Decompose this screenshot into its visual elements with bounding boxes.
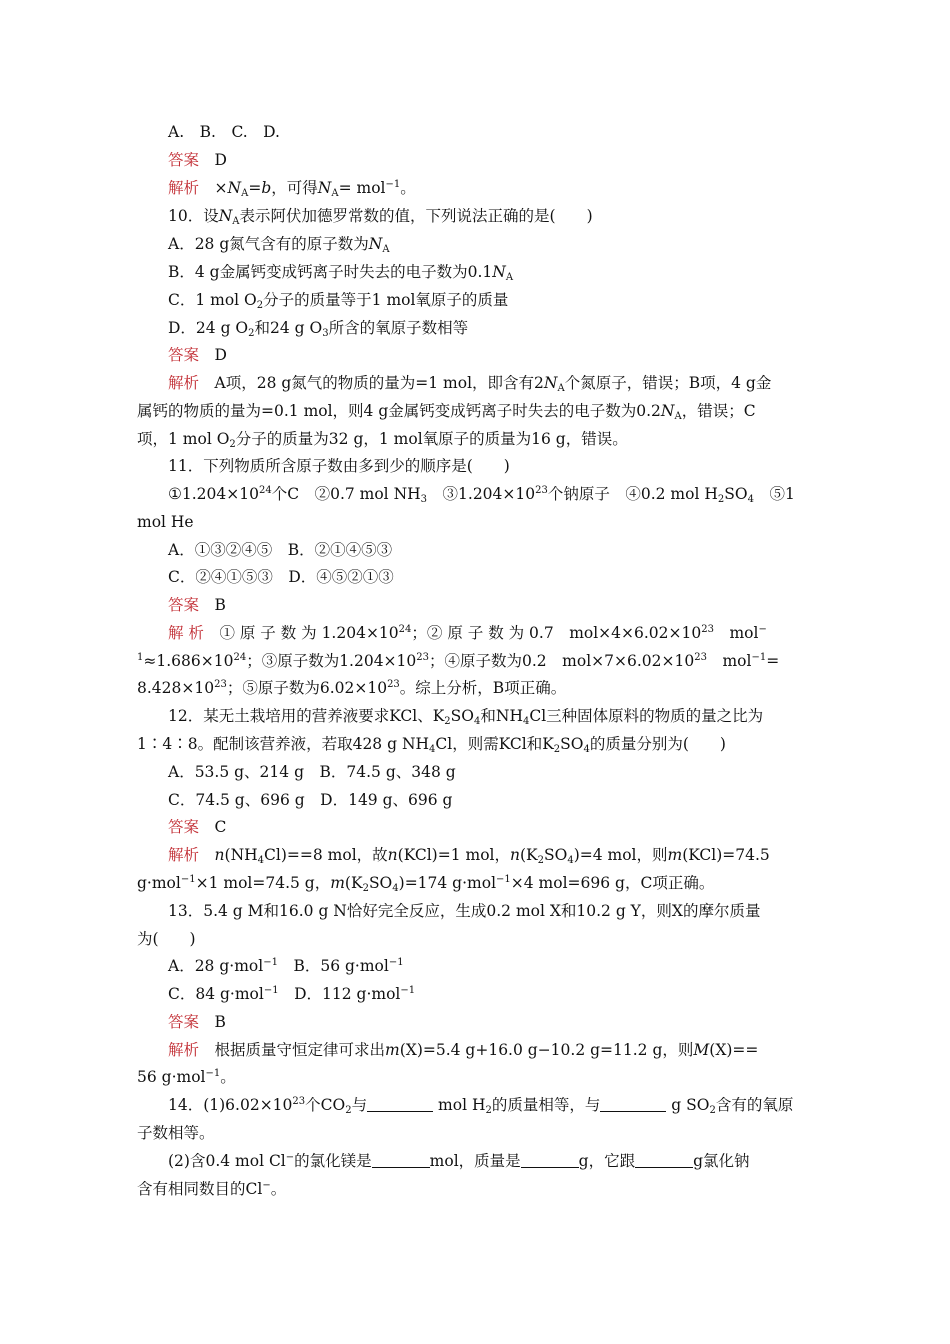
fill-blank[interactable]	[600, 1097, 666, 1112]
analysis-label: 解析	[168, 374, 200, 392]
q10-option-d: D．24 g $O_2$和24 g $O_3$所含的氧原子数相等	[168, 319, 469, 339]
q10-option-b: B．4 g金属钙变成钙离子时失去的电子数为$0.1N_A$	[168, 263, 514, 283]
q10-answer: 答案 D	[168, 346, 227, 364]
q12-answer: 答案 C	[168, 818, 227, 836]
answer-label: 答案	[168, 151, 200, 169]
q13-answer: 答案 B	[168, 1013, 226, 1031]
q10-option-c: C．1 mol $O_2$分子的质量等于1 mol氧原子的质量	[168, 291, 509, 311]
q14-line-4: 含有相同数目的Cl−。	[137, 1180, 287, 1198]
q9-answer: 答案 D	[168, 151, 227, 169]
q10-option-a: A．28 g氮气含有的原子数为$N_A$	[168, 235, 390, 255]
q11-options-ab: A．①③②④⑤ B．②①④⑤③	[168, 541, 393, 559]
q10-analysis-line-3: 项，1 mol $O_2$分子的质量为32 g，1 mol氧原子的质量为16 g，错误。	[137, 430, 628, 450]
q11-options-cd: C．②④①⑤③ D．④⑤②①③	[168, 568, 394, 586]
q12-stem-line-2: 1∶4∶8。配制该营养液，若取428 g $NH_4Cl$，则需KCl和$K_2SO_4$的质量分别为( )	[137, 735, 726, 755]
q10-analysis-line-2: 属钙的物质的量为=0.1 mol，则4 g金属钙变成钙离子时失去的电子数为$0.2N_A$，错误；C	[137, 402, 756, 422]
q11-answer: 答案 B	[168, 596, 226, 614]
q13-stem-line-1: 13．5.4 g M和16.0 g N恰好完全反应，生成0.2 mol X和10.2 g Y，则X的摩尔质量	[168, 902, 761, 920]
q11-analysis-line-3: $8.428\times 10^{23}$；⑤原子数为$6.02\times 10^{23}$。综上分析，B项正确。	[137, 679, 567, 697]
q12-stem-line-1: 12．某无土栽培用的营养液要求KCl、$K_2SO_4$和$NH_4Cl$三种固体原料的物质的量之比为	[168, 707, 764, 727]
q14-line-3: (2)含0.4 mol Cl−的氯化镁是 mol，质量是 g，它跟 g氯化钠	[168, 1152, 750, 1170]
q9-analysis: 解析 $\times N_A=b$，可得$N_A= mol^{-1}$。	[168, 179, 416, 199]
q10-analysis-line-1: 解析 A项，28 g氮气的物质的量为=1 mol，即含有$2N_A$个氮原子，错误；B项，4 g金	[168, 374, 772, 394]
q11-items-line-2: mol He	[137, 513, 194, 531]
q14-line-2: 子数相等。	[137, 1124, 215, 1142]
q13-analysis-line-2: 56 g·mol$^{-1}$。	[137, 1068, 236, 1086]
analysis-label: 解 析	[168, 624, 204, 642]
q11-analysis-line-1: 解 析 ① 原 子 数 为 $1.204\times 10^{24}$；② 原 子 数 为 0.7 $mol\times 4\times 6.02\times 10^{23}$ mol−	[168, 624, 767, 642]
q12-options-cd: C．74.5 g、696 g D．149 g、696 g	[168, 791, 453, 809]
fill-blank[interactable]	[367, 1097, 433, 1112]
q11-items-line-1: $①1.204\times 10^{24}$个C ②0.7 mol $NH_3$ $③1.204\times 10^{23}$个钠原子 ④0.2 mol $H_2SO_4$ ⑤1	[168, 485, 795, 505]
analysis-label: 解析	[168, 179, 200, 197]
fill-blank[interactable]	[372, 1153, 430, 1168]
answer-label: 答案	[168, 1013, 200, 1031]
q14-line-1: 14．$(1)6.02\times 10^{23}$个$CO_2$与 mol $H_2$的质量相等，与 g $SO_2$含有的氧原	[168, 1096, 794, 1116]
q11-analysis-line-2: $^1\approx 1.686\times 10^{24}$；③原子数为$1.204\times 10^{23}$；④原子数为0.2 $mol\times 7\times 6.02\times 10^{23}$ mol$^{-1}$=	[137, 652, 780, 670]
fill-blank[interactable]	[521, 1153, 579, 1168]
analysis-label: 解析	[168, 846, 200, 864]
q13-options-ab: A．28 g·mol$^{-1}$ B．56 g·mol$^{-1}$	[168, 957, 404, 975]
q13-options-cd: C．84 g·mol$^{-1}$ D．112 g·mol$^{-1}$	[168, 985, 416, 1003]
answer-label: 答案	[168, 346, 200, 364]
q12-analysis-line-1: 解析 $n(NH_4Cl)==8$ mol，故n(KCl)=1 mol，$n(K_2SO_4)=4$ mol，则m(KCl)=74.5	[168, 846, 770, 866]
q12-options-ab: A．53.5 g、214 g B．74.5 g、348 g	[168, 763, 456, 781]
q13-analysis-line-1: 解析 根据质量守恒定律可求出m(X)=5.4 g+16.0 g−10.2 g=11.2 g，则M(X)==	[168, 1041, 759, 1059]
q12-analysis-line-2: g·mol$^{-1}$×1 mol=74.5 g，$m(K_2SO_4)=174$ g·mol$^{-1}$×4 mol=696 g，C项正确。	[137, 874, 715, 894]
answer-label: 答案	[168, 818, 200, 836]
q11-stem: 11．下列物质所含原子数由多到少的顺序是( )	[168, 457, 510, 475]
analysis-label: 解析	[168, 1041, 200, 1059]
q10-stem: 10．设$N_A$表示阿伏加德罗常数的值，下列说法正确的是( )	[168, 207, 593, 227]
fill-blank[interactable]	[635, 1153, 693, 1168]
answer-label: 答案	[168, 596, 200, 614]
q13-stem-line-2: 为( )	[137, 930, 196, 948]
q9-options: A. B. C. D.	[168, 123, 280, 141]
